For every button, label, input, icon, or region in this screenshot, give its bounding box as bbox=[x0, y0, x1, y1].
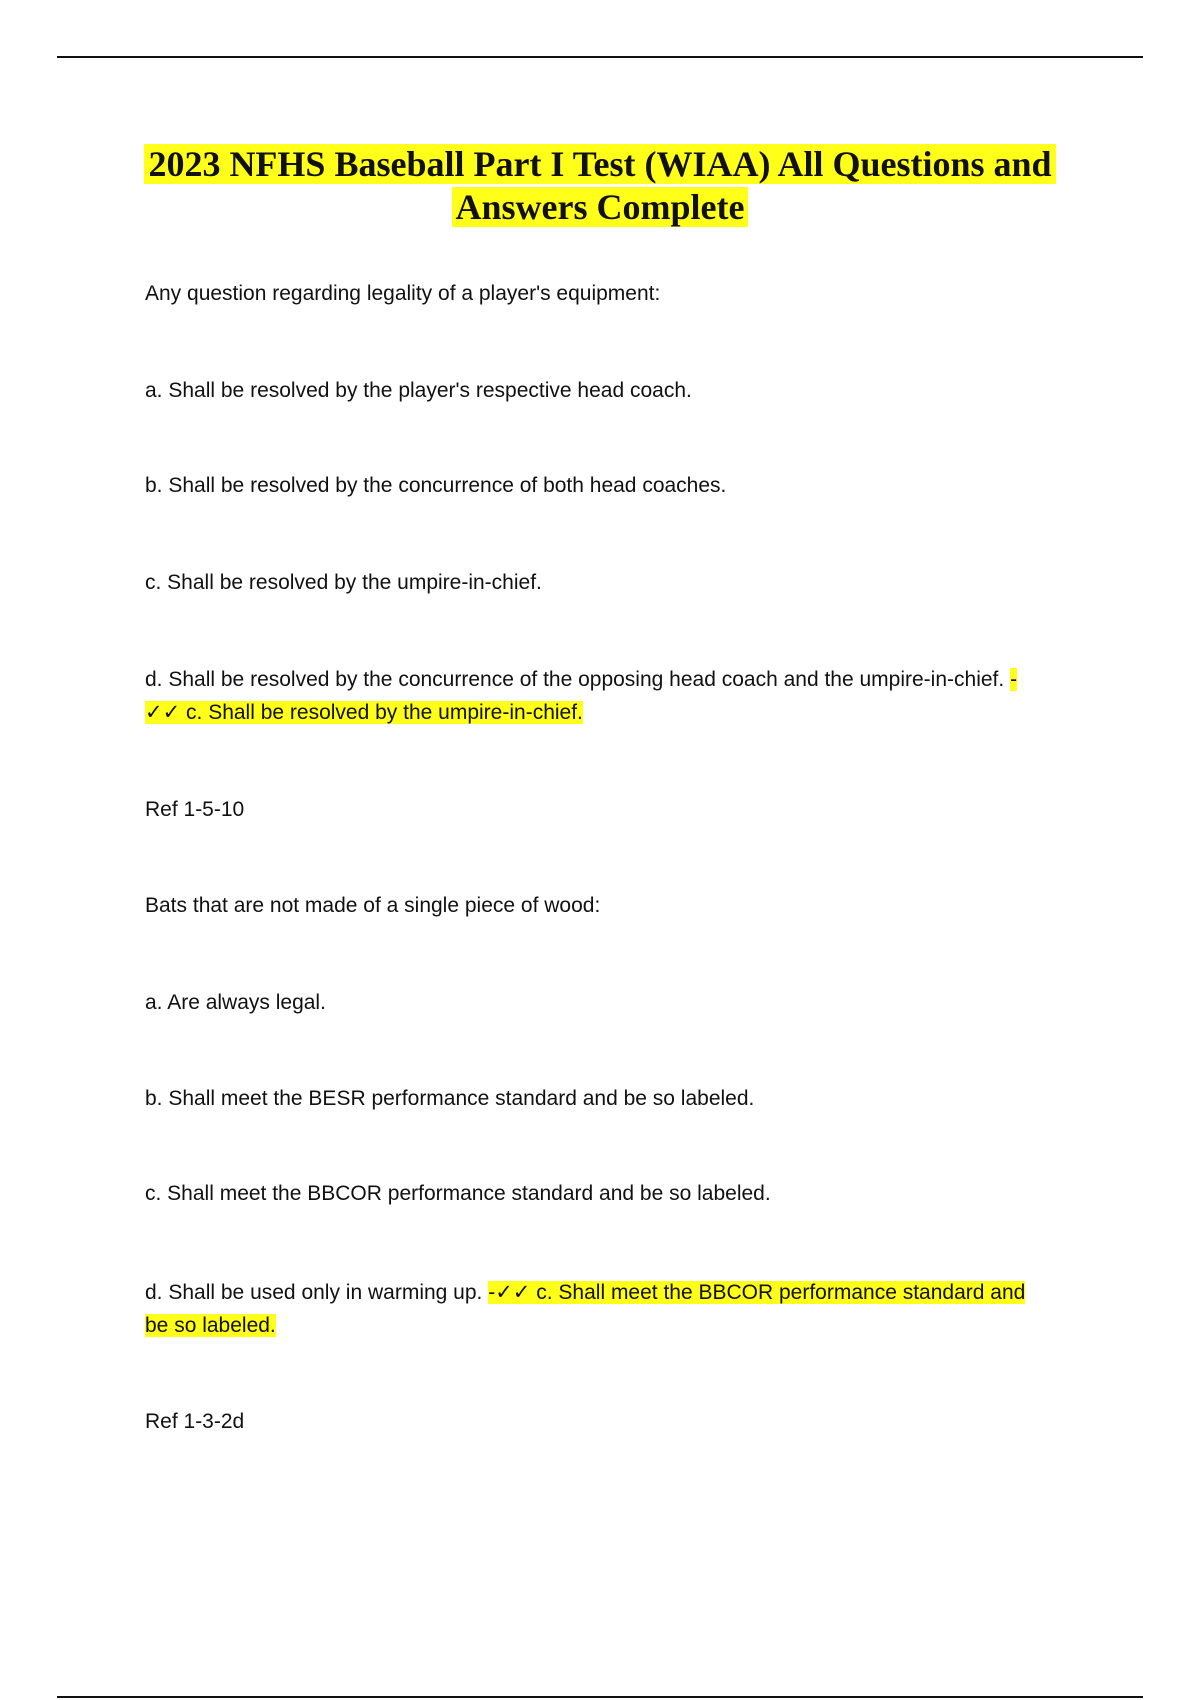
question-2-answer-text-2: be so labeled. bbox=[145, 1314, 276, 1337]
question-1-prompt: Any question regarding legality of a player's equipment: bbox=[145, 282, 661, 305]
title-line-2: Answers Complete bbox=[452, 187, 749, 227]
question-1-answer bbox=[145, 696, 1075, 729]
question-1-answer-text: ✓✓ c. Shall be resolved by the umpire-in-chief. bbox=[145, 701, 583, 724]
question-1-option-d-text: d. Shall be resolved by the concurrence of the opposing head coach and the umpire-in-chief. bbox=[145, 668, 1005, 691]
question-2-ref: Ref 1-3-2d bbox=[145, 1410, 245, 1433]
question-1-ref: Ref 1-5-10 bbox=[145, 798, 245, 821]
question-2-option-a: a. Are always legal. bbox=[145, 991, 326, 1014]
question-1-option-b: b. Shall be resolved by the concurrence of both head coaches. bbox=[145, 474, 727, 497]
document-title bbox=[120, 143, 1080, 229]
title-line-1: 2023 NFHS Baseball Part I Test (WIAA) All Questions and bbox=[144, 144, 1055, 184]
question-1-answer-dash: - bbox=[1010, 668, 1018, 691]
question-2-option-d bbox=[145, 1276, 1075, 1309]
question-1-option-c: c. Shall be resolved by the umpire-in-chief. bbox=[145, 571, 542, 594]
question-1-option-d bbox=[145, 663, 1075, 696]
bottom-rule bbox=[57, 1696, 1143, 1698]
question-2-answer bbox=[145, 1309, 1075, 1342]
question-2-option-c: c. Shall meet the BBCOR performance standard and be so labeled. bbox=[145, 1182, 771, 1205]
top-rule bbox=[57, 56, 1143, 58]
question-1-option-a: a. Shall be resolved by the player's respective head coach. bbox=[145, 379, 692, 402]
question-2-option-d-text: d. Shall be used only in warming up. bbox=[145, 1281, 483, 1304]
question-2-prompt: Bats that are not made of a single piece of wood: bbox=[145, 894, 601, 917]
question-2-option-b: b. Shall meet the BESR performance standard and be so labeled. bbox=[145, 1087, 755, 1110]
question-2-answer-text-1: -✓✓ c. Shall meet the BBCOR performance standard and bbox=[488, 1281, 1026, 1304]
